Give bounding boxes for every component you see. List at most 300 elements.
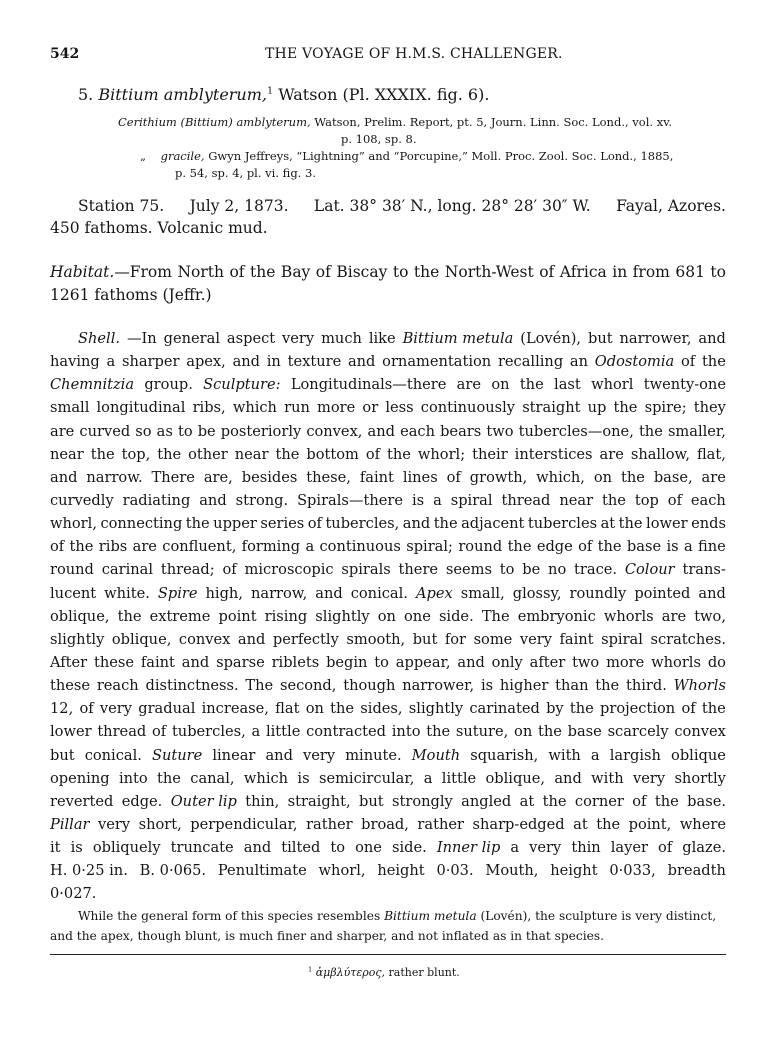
word: side. [438,607,474,625]
word: gradual [138,700,196,718]
text-line [50,836,726,859]
word: which, [536,468,585,486]
word: or [362,399,379,417]
word: apex, [186,353,226,371]
word: very [529,839,562,857]
word: very [303,746,336,764]
word: begin [326,653,368,671]
word: rather [306,815,353,833]
word: the [618,515,643,533]
word: posteriorly [220,422,302,440]
word: sides, [360,700,403,718]
word: Colour [624,561,675,579]
word: with [548,746,581,764]
station-field: July 2, 1873. [189,197,289,215]
text-line [50,790,726,813]
word: tubercles—one, [518,422,634,440]
page-number: 542 [50,46,80,62]
word: but [50,746,75,764]
synonymy-line [140,148,673,165]
word: no [548,561,567,579]
word: of [578,538,593,556]
word: smooth, [346,630,406,648]
word: the [185,515,210,533]
word: height [377,862,425,880]
word: these [50,677,91,695]
word: to [330,839,346,857]
word: shortly [674,769,726,787]
text-line [50,350,726,373]
word: convex, [306,422,363,440]
word: glossy, [512,584,562,602]
word: edge. [121,792,163,810]
word: narrower, [402,677,475,695]
word: the [596,815,621,833]
running-title: THE VOYAGE OF H.M.S. CHALLENGER. [265,46,563,62]
word: the [433,515,458,533]
text-line [50,582,726,605]
word: point, [628,815,672,833]
synonymy-line-continued: p. 108, sp. 8. [341,132,417,146]
station-record [78,197,726,215]
word: of [446,468,461,486]
word: the [157,445,182,463]
word: Longitudinals—there [290,376,447,394]
word: the [597,538,622,556]
word: oblique [671,746,726,764]
word: one [355,839,382,857]
word: are [132,538,157,556]
word: Suture [151,746,203,764]
word: angled [461,792,512,810]
word: adjacent [461,515,525,533]
word: of [632,792,647,810]
word: of [79,700,94,718]
word: lower [646,515,688,533]
text-line [50,535,726,558]
word: second, [279,677,337,695]
word: to [177,422,193,440]
word: are [701,468,726,486]
species-name: Bittium amblyterum, [98,85,267,104]
word: canal, [190,769,235,787]
word: each [690,491,726,509]
word: the [519,376,544,394]
word: the [542,792,567,810]
word: forming [241,538,301,556]
word: There [151,468,195,486]
word: on [514,723,533,741]
word: strongly [392,792,453,810]
word: confluent, [162,538,237,556]
word: white. [104,584,150,602]
word: they [693,399,726,417]
word: the [638,422,663,440]
word: rising [264,607,308,625]
word: on [377,607,396,625]
word: whorl [591,376,634,394]
word: the [595,677,620,695]
word: linear [212,746,256,764]
word: and [347,353,376,371]
word: of [222,561,237,579]
word: narrow, [250,584,308,602]
word: oblique, [485,769,545,787]
word: top [634,491,659,509]
word: The [245,677,274,695]
text-line [50,396,726,419]
text-line [50,744,726,767]
word: the [426,723,451,741]
word: Inner lip [436,839,501,857]
word: perfectly [272,630,339,648]
word: slightly [408,700,464,718]
word: the [537,723,562,741]
word: small [50,399,90,417]
word: Spire [157,584,198,602]
word: more [317,399,356,417]
word: only [491,653,523,671]
word: which [243,769,289,787]
word: a [433,491,442,509]
word: Mouth [411,746,461,764]
word: thread; [160,561,215,579]
species-number: 5. [78,85,94,104]
text-line [50,697,726,720]
word: rather [417,815,464,833]
word: riblets [271,653,320,671]
word: two [572,653,600,671]
shell-description [50,327,726,906]
word: the [157,769,181,787]
word: upper [213,515,257,533]
word: and [232,353,261,371]
synonymy-line [118,114,672,131]
word: whorl; [417,445,466,463]
word: seems [445,561,492,579]
word: and [50,468,78,486]
word: Outer lip [170,792,237,810]
word: shallow, [630,445,690,463]
word: B. 0·065. [139,862,207,880]
word: two, [694,607,726,625]
text-line [50,420,726,443]
word: lucent [50,584,97,602]
word: carinated [469,700,540,718]
word: the [701,700,726,718]
word: on [593,468,613,486]
word: Penultimate [217,862,307,880]
word: base [567,723,602,741]
habitat-label: Habitat. [50,263,115,281]
word: very [282,330,315,347]
word: the [275,445,300,463]
word: at [519,792,535,810]
word: two [486,422,514,440]
word: After [50,653,88,671]
word: truncate [170,839,234,857]
word: the [654,792,679,810]
word: do [707,653,726,671]
word: and [181,653,210,671]
text-line [50,767,726,790]
word: after [529,653,566,671]
word: more [606,653,645,671]
word: which [232,399,277,417]
word: are [661,607,687,625]
word: (Lovén), [520,330,582,347]
word: H. 0·25 in. [50,862,128,880]
word: lines [402,468,438,486]
word: reach [96,677,139,695]
word: series [260,515,305,533]
text-line [50,628,726,651]
word: suture, [455,723,509,741]
word: thin, [245,792,280,810]
word: of [681,700,696,718]
word: ribs [98,538,128,556]
word: 0·033, [609,862,656,880]
word: round [458,538,503,556]
text-line [50,558,726,581]
word: semicircular, [318,769,415,787]
word: is [666,538,679,556]
word: third. [625,677,667,695]
word: whorl, [50,515,97,533]
word: spire; [644,399,687,417]
word: the [602,491,626,509]
word: run [284,399,310,417]
word: group. [144,376,193,394]
species-heading [78,85,489,104]
word: continuous [319,538,401,556]
word: the [620,468,645,486]
word: and [554,769,582,787]
word: reverted [50,792,114,810]
word: tubercles, [325,515,400,533]
word: the [701,353,726,371]
word: much [321,330,362,347]
word: continuously [420,399,516,417]
word: narrower, [619,330,692,347]
word: a [251,723,261,741]
word: —In [126,330,157,347]
word: corner [574,792,624,810]
synonymy-line-continued: p. 54, sp. 4, pl. vi. fig. 3. [175,166,316,180]
word: convex [674,723,726,741]
word: very [98,815,131,833]
word: on [305,700,324,718]
text-line [50,512,726,535]
word: base [626,538,662,556]
word: lower [50,723,92,741]
word: and [199,491,227,509]
word: Whorls [673,677,726,695]
word: straight, [287,792,351,810]
text-line [50,882,726,905]
word: very [519,630,552,648]
word: of [658,839,673,857]
word: near [50,445,84,463]
footnote-mark: 1 [308,965,313,974]
word: whorls [603,607,654,625]
running-header [50,46,730,66]
word: where [679,815,726,833]
word: Chemnitzia [50,376,135,394]
word: Pillar [50,815,90,833]
word: like [368,330,396,347]
word: to [374,653,389,671]
word: and [457,653,485,671]
word: strong. [235,491,289,509]
word: an [569,353,589,371]
word: flat [275,700,300,718]
word: and [315,584,343,602]
word: there [398,561,439,579]
word: side. [391,839,427,857]
word: be [522,561,541,579]
word: faint [559,630,594,648]
word: oblique, [111,630,172,648]
greek-word: ἀμβλύτερος, [315,966,386,979]
word: opening [50,769,110,787]
synonym-reference: Gwyn Jeffreys, “Lightning” and “Porcupine,” Moll. Proc. Zool. Soc. Lond., 1885, [208,149,674,163]
text-line [50,466,726,489]
word: up [587,399,607,417]
word: slightly [315,607,370,625]
word: for [444,630,467,648]
word: edge [536,538,573,556]
text-line [50,373,726,396]
note-species-name: Bittium metula [384,909,477,923]
word: general [163,330,220,347]
word: little [441,769,477,787]
word: is [411,491,425,509]
word: 0·027. [50,885,97,903]
word: sharper [121,353,180,371]
word: higher [499,677,549,695]
word: into [118,769,148,787]
word: these, [306,468,351,486]
word: texture [287,353,342,371]
word: the [569,700,594,718]
word: having [50,353,100,371]
word: in [266,353,281,371]
word: the [90,445,115,463]
ditto-mark: „ [140,149,146,163]
word: of [667,491,682,509]
word: other [188,445,228,463]
word: a [423,769,433,787]
synonym-name: Cerithium (Bittium) amblyterum, [118,115,311,129]
word: is [70,839,83,857]
footnote-text: rather blunt. [388,966,460,979]
word: at [573,815,588,833]
text-line [50,651,726,674]
text-line [50,443,726,466]
word: by [546,700,564,718]
word: though [343,677,396,695]
word: scarcely [607,723,669,741]
word: extreme [149,607,211,625]
word: bottom [306,445,359,463]
word: as [156,422,173,440]
word: obliquely [92,839,161,857]
word: to [499,561,515,579]
word: each [400,422,435,440]
word: is [480,677,494,695]
word: of [365,445,381,463]
word: slightly [50,630,105,648]
word: ribs, [192,399,226,417]
word: smaller, [667,422,726,440]
word: longitudinal [96,399,186,417]
word: conical. [84,746,142,764]
word: flat, [696,445,726,463]
word: Mouth, [485,862,539,880]
word: appear, [395,653,451,671]
word: faint [359,468,394,486]
word: minute. [345,746,402,764]
word: curvedly [50,491,114,509]
word: besides [241,468,298,486]
word: but [412,630,438,648]
word: distinctness. [145,677,239,695]
word: pointed [634,584,691,602]
word: layer [610,839,648,857]
word: squarish, [470,746,539,764]
footnote-rule [50,954,726,955]
word: projection [600,700,676,718]
word: into [391,723,421,741]
station-field: Lat. 38° 38′ N., long. 28° 28′ 30″ W. [313,197,591,215]
word: contracted [306,723,387,741]
word: are, [203,468,233,486]
word: than [555,677,589,695]
word: but [359,792,384,810]
word: the [117,607,142,625]
word: thin [571,839,601,857]
word: oblique, [50,607,110,625]
species-authority: Watson (Pl. XXXIX. fig. 6). [278,85,490,104]
word: microscopic [244,561,334,579]
word: short, [138,815,182,833]
word: and [237,630,266,648]
word: height [550,862,598,880]
text-line [50,489,726,512]
synonym-name: gracile, [160,149,205,163]
word: Apex [415,584,453,602]
synonym-reference: Watson, Prelim. Report, pt. 5, Journ. Linn. Soc. Lond., vol. xv. [314,115,672,129]
word: aspect [226,330,276,347]
word: Odostomia [594,353,675,371]
word: glaze. [682,839,726,857]
word: straight [522,399,581,417]
word: twenty-one [643,376,726,394]
word: a [305,538,315,556]
word: tubercles [527,515,598,533]
word: Bittium metula [402,330,514,347]
station-field: Station 75. [78,197,165,215]
word: fine [698,538,726,556]
word: Sculpture: [203,376,281,394]
text-line [50,720,726,743]
word: sparse [216,653,265,671]
word: growth, [469,468,528,486]
word: high, [205,584,243,602]
word: increase, [201,700,269,718]
comparison-note [50,907,726,946]
